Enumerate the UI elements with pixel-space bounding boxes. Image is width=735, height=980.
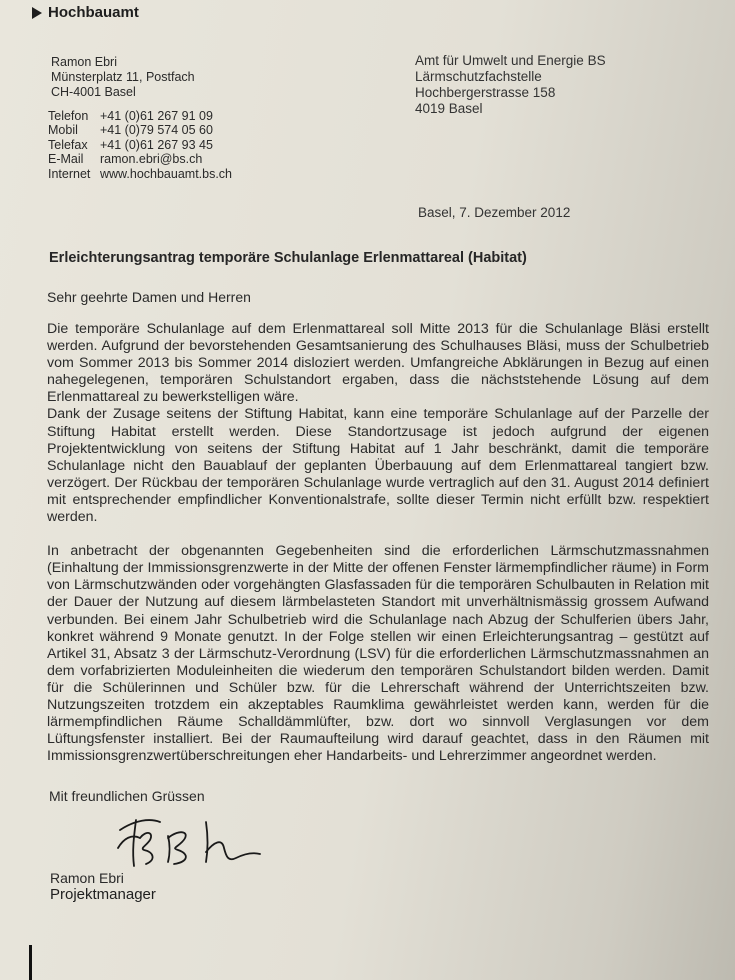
letter-closing: Mit freundlichen Grüssen (49, 788, 205, 804)
handwritten-signature (110, 808, 280, 878)
recipient-line: Lärmschutzfachstelle (415, 69, 542, 84)
body-paragraph: Die temporäre Schulanlage auf dem Erlenmattareal soll Mitte 2013 für die Schulanlage Bläsi erstellt werden. Aufgrund der bevorstehenden Gesamtsanierung des Schulhauses Bläsi, muss der Schulbetrieb vom Sommer 2013 bis Sommer 2014 disloziert werden. Umfangreiche Abklärungen in Bezug auf einen nahegelegenen, temporären Schulstandort ergaben, dass die nächststehende Lösung auf dem Erlenmattareal zu bewerkstelligen wäre. (47, 321, 709, 406)
letter-body (47, 321, 709, 765)
page-edge-mark (29, 945, 32, 980)
recipient-line: Amt für Umwelt und Energie BS (415, 53, 606, 68)
recipient-line: Hochbergerstrasse 158 (415, 85, 556, 100)
contact-label: Telefon (48, 109, 89, 123)
contact-row-phone (48, 109, 232, 123)
contact-row-email (48, 152, 232, 166)
department-name: Hochbauamt (48, 4, 139, 21)
letterhead-department (32, 4, 139, 21)
contact-value: +41 (0)79 574 05 60 (100, 123, 213, 138)
signatory-role: Projektmanager (50, 886, 156, 903)
contact-value: +41 (0)61 267 91 09 (100, 109, 213, 123)
letter-subject: Erleichterungsantrag temporäre Schulanlage Erlenmattareal (Habitat) (49, 250, 527, 266)
recipient-line: 4019 Basel (415, 101, 483, 116)
sender-city: CH-4001 Basel (51, 85, 136, 99)
letter-date: Basel, 7. Dezember 2012 (418, 205, 571, 220)
sender-street: Münsterplatz 11, Postfach (51, 70, 195, 84)
contact-block (48, 109, 232, 181)
sender-address (51, 55, 195, 100)
contact-row-mobile (48, 123, 232, 137)
recipient-address (415, 53, 606, 117)
sender-name: Ramon Ebri (51, 55, 117, 69)
contact-value: ramon.ebri@bs.ch (100, 152, 203, 167)
signatory-name: Ramon Ebri (50, 870, 124, 886)
triangle-marker-icon (32, 7, 42, 19)
contact-row-internet (48, 167, 232, 181)
letter-greeting: Sehr geehrte Damen und Herren (47, 289, 251, 305)
contact-value: +41 (0)61 267 93 45 (100, 137, 213, 152)
contact-row-fax (48, 138, 232, 152)
contact-value: www.hochbauamt.bs.ch (100, 166, 233, 181)
contact-label: E-Mail (48, 152, 84, 167)
contact-label: Internet (48, 166, 91, 181)
body-paragraph: In anbetracht der obgenannten Gegebenheiten sind die erforderlichen Lärmschutzmassnahmen (Einhaltung der Immissionsgrenzwerte in der Mitte der offenen Fenster lärmempfindlicher räume) in Form von Lärmschutzwänden oder vorgehängten Glasfassaden für die temporären Schulbauten in Relation mit der Dauer der Nutzung auf diesem lärmbelasteten Standort mit unverhältnismässig grossem Aufwand verbunden. Bei einem Jahr Schulbetrieb wird die Schulanlage nach Abzug der Schulferien übers Jahr, konkret während 9 Monate genutzt. In der Folge stellen wir einen Erleichterungsantrag – gestützt auf Artikel 31, Absatz 3 der Lärmschutz-Verordnung (LSV) für die erforderlichen Lärmschutzmassnahmen an dem vorfabrizierten Moduleinheiten die wiederum den temporären Schulstandort bilden werden. Damit für die Schülerinnen und Schüler bzw. für die Lehrerschaft während der Unterrichtszeiten bzw. Nutzungszeiten trotzdem ein akzeptables Raumklima gewährleistet werden kann, werden für die lärmempfindlichen Räume Schalldämmlüfter, bzw. dort wo sinnvoll Verglasungen vor dem Lüftungsfenster installiert. Bei der Raumaufteilung wird darauf geachtet, dass in den Räumen mit Immissionsgrenzwertüberschreitungen eher Handarbeits- und Lehrerzimmer angeordnet werden. (47, 543, 709, 765)
body-paragraph: Dank der Zusage seitens der Stiftung Habitat, kann eine temporäre Schulanlage auf der Parzelle der Stiftung Habitat erstellt werden. Diese Standortzusage ist jedoch aufgrund der eigenen Projektentwicklung von seitens der Stiftung Habitat auf 1 Jahr beschränkt, damit die temporäre Schulanlage nicht den Bauablauf der geplanten Überbauung auf dem Erlenmattareal tangiert bzw. verzögert. Der Rückbau der temporären Schulanlage wurde vertraglich auf den 31. August 2014 definiert mit entsprechender empfindlicher Konventionalstrafe, sollte dieser Termin nicht erfüllt bzw. respektiert werden. (47, 406, 709, 526)
contact-label: Telefax (48, 137, 88, 152)
contact-label: Mobil (48, 123, 78, 138)
